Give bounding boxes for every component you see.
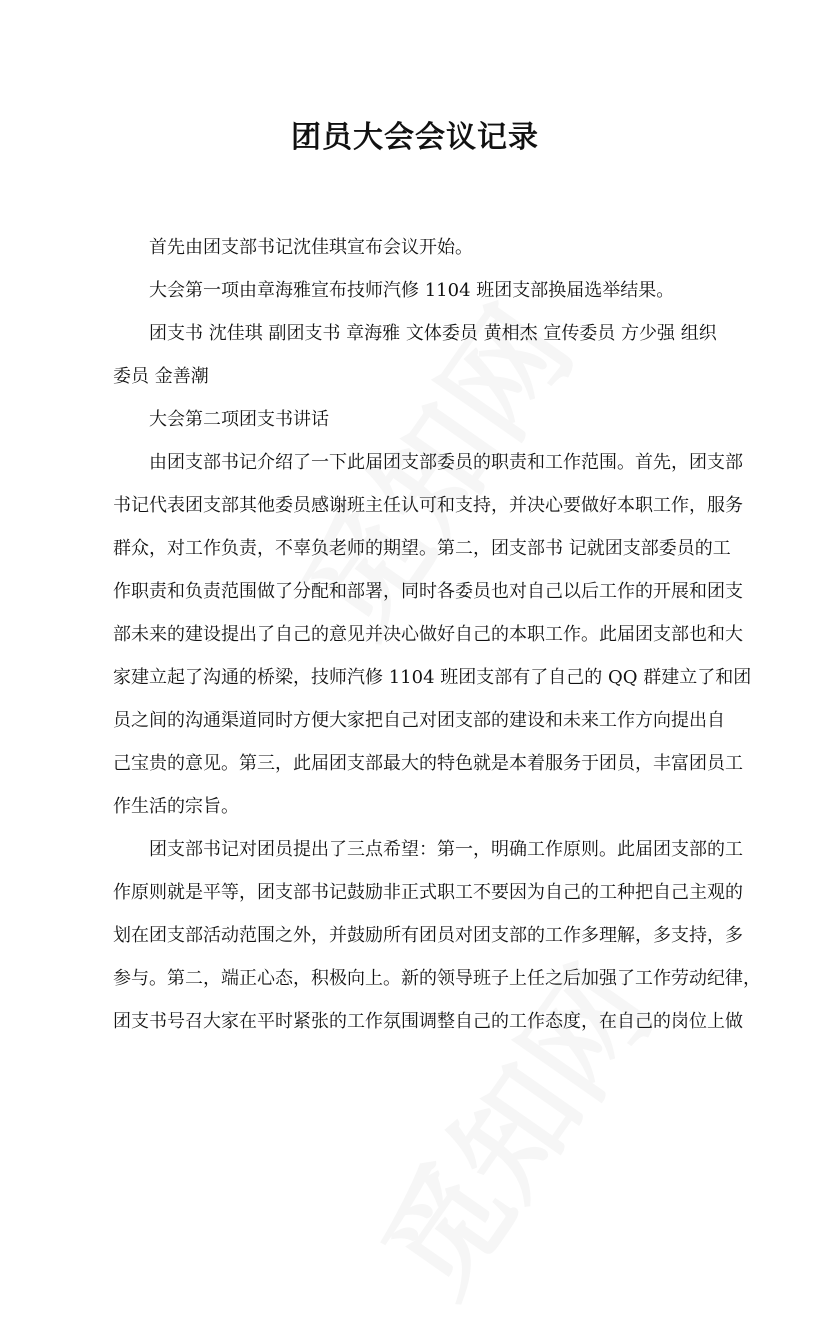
paragraph-line: 书记代表团支部其他委员感谢班主任认可和支持，并决心要做好本职工作，服务 (113, 495, 743, 516)
paragraph (113, 828, 761, 1043)
paragraph-line: 委员 金善潮 (113, 366, 209, 387)
paragraph-line: 团支部书记对团员提出了三点希望：第一，明确工作原则。此届团支部的工 (149, 839, 743, 860)
page-title: 团员大会会议记录 (291, 120, 539, 155)
paragraph (113, 226, 711, 269)
paragraph (113, 398, 711, 441)
paragraph-line: 团支书号召大家在平时紧张的工作氛围调整自己的工作态度，在自己的岗位上做 (113, 1011, 743, 1032)
paragraph-line: 参与。第二，端正心态，积极向上。新的领导班子上任之后加强了工作劳动纪律， (113, 968, 761, 989)
paragraph (113, 269, 711, 312)
paragraph-line: 首先由团支部书记沈佳琪宣布会议开始。 (149, 237, 473, 258)
paragraph-line: 大会第一项由章海雅宣布技师汽修 1104 班团支部换届选举结果。 (149, 280, 675, 301)
paragraph-line: 由团支部书记介绍了一下此届团支部委员的职责和工作范围。首先，团支部 (149, 452, 743, 473)
paragraph-line: 作生活的宗旨。 (113, 796, 239, 817)
document-body (113, 226, 761, 1043)
paragraph-line: 团支书 沈佳琪 副团支书 章海雅 文体委员 黄相杰 宣传委员 方少强 组织 (149, 323, 717, 344)
paragraph-line: 家建立起了沟通的桥梁，技师汽修 1104 班团支部有了自己的 QQ 群建立了和团 (113, 667, 752, 688)
paragraph-line: 部未来的建设提出了自己的意见并决心做好自己的本职工作。此届团支部也和大 (113, 624, 743, 645)
paragraph-line: 员之间的沟通渠道同时方便大家把自己对团支部的建设和未来工作方向提出自 (113, 710, 725, 731)
paragraph-line: 作原则就是平等，团支部书记鼓励非正式职工不要因为自己的工种把自己主观的 (113, 882, 743, 903)
paragraph (113, 312, 717, 398)
paragraph-line: 大会第二项团支书讲话 (149, 409, 329, 430)
paragraph (113, 441, 752, 828)
paragraph-line: 划在团支部活动范围之外，并鼓励所有团员对团支部的工作多理解，多支持，多 (113, 925, 743, 946)
paragraph-line: 作职责和负责范围做了分配和部署，同时各委员也对自己以后工作的开展和团支 (113, 581, 743, 602)
paragraph-line: 己宝贵的意见。第三，此届团支部最大的特色就是本着服务于团员，丰富团员工 (113, 753, 743, 774)
paragraph-line: 群众，对工作负责，不辜负老师的期望。第二，团支部书 记就团支部委员的工 (113, 538, 731, 559)
